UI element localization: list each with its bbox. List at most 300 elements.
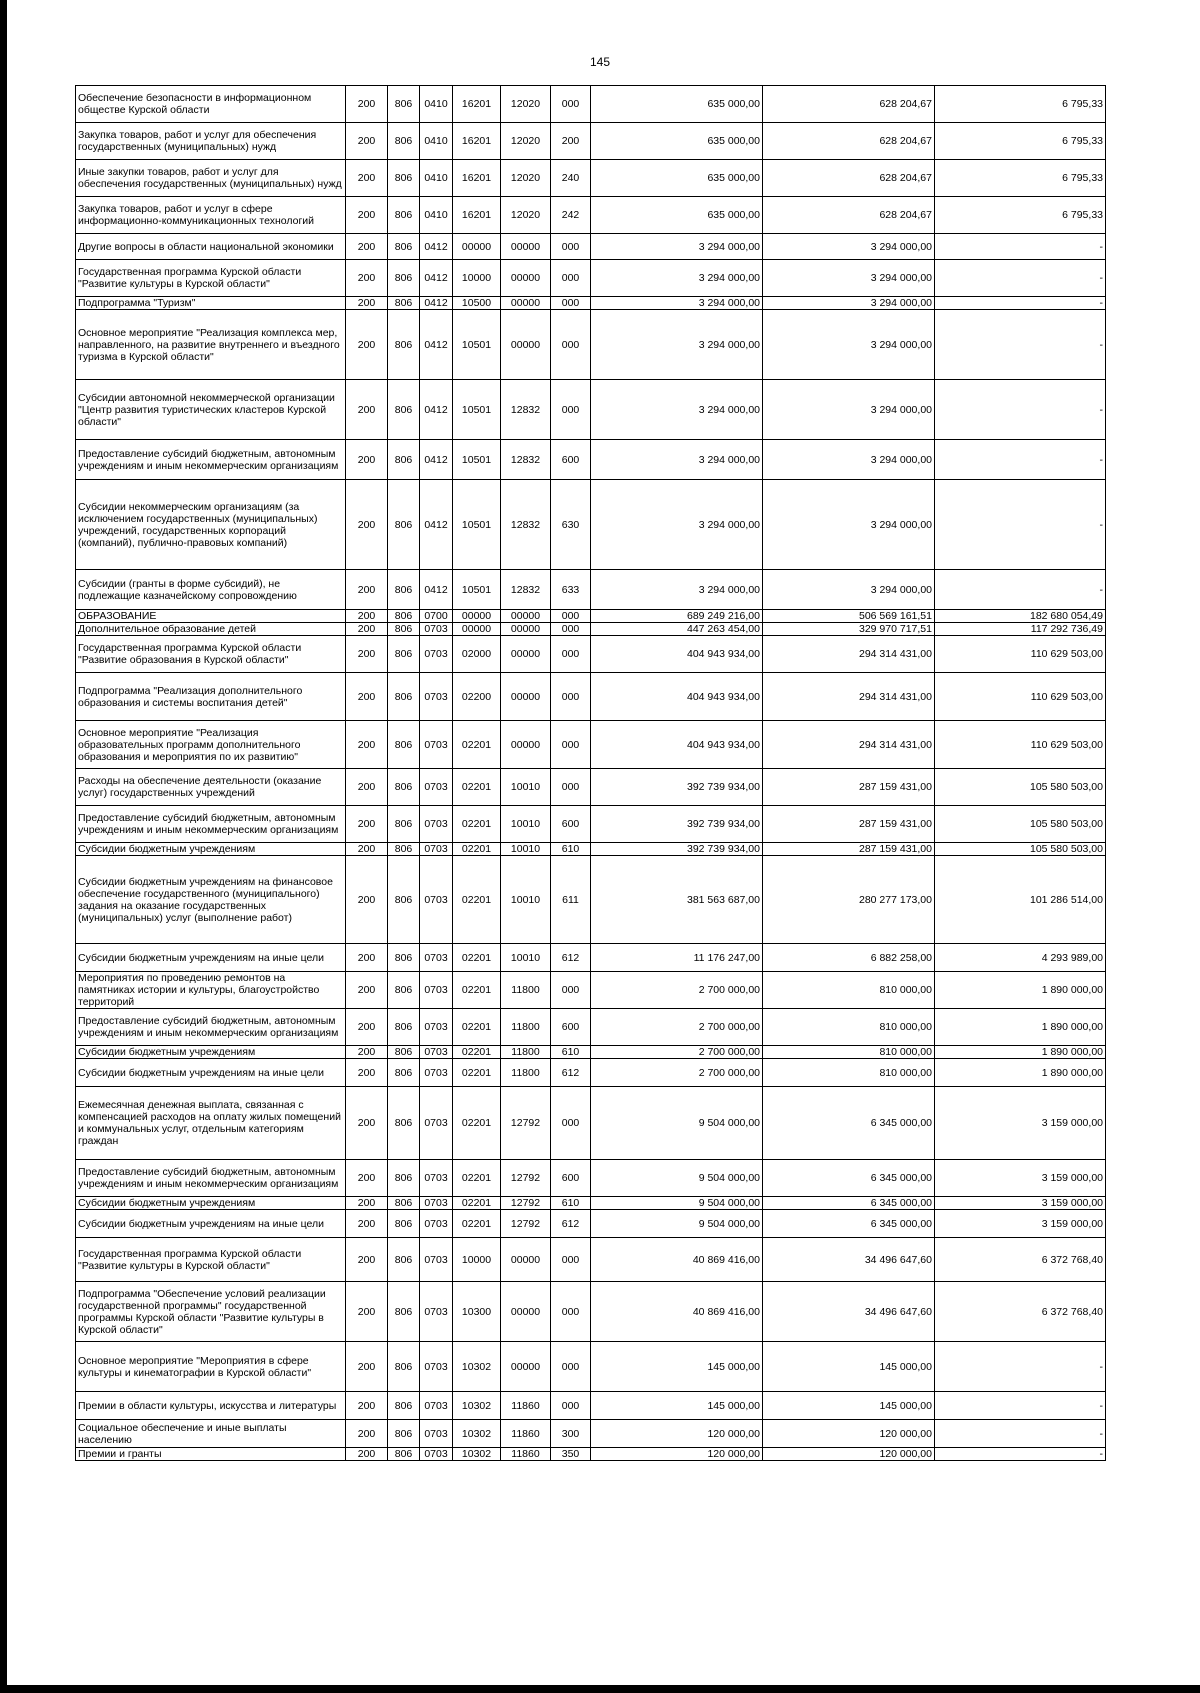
row-section-cell: 0703 (420, 1238, 453, 1282)
row-name-cell: Другие вопросы в области национальной экономики (76, 234, 346, 260)
row-code-cell: 200 (346, 1059, 388, 1087)
row-name-cell: Государственная программа Курской области "Развитие образования в Курской области" (76, 636, 346, 673)
row-program-cell: 02200 (453, 673, 501, 721)
table-row (76, 843, 1106, 856)
row-planned-cell: 145 000,00 (591, 1392, 763, 1420)
table-row (76, 972, 1106, 1009)
row-program-cell: 10501 (453, 570, 501, 610)
row-program-cell: 02201 (453, 721, 501, 769)
row-section-cell: 0703 (420, 1392, 453, 1420)
row-ministry-cell: 806 (388, 1342, 420, 1392)
row-section-cell: 0703 (420, 1210, 453, 1238)
row-ministry-cell: 806 (388, 260, 420, 297)
row-program-cell: 02201 (453, 1009, 501, 1046)
row-code-cell: 200 (346, 234, 388, 260)
row-planned-cell: 635 000,00 (591, 123, 763, 160)
row-code-cell: 200 (346, 380, 388, 440)
table-row (76, 1342, 1106, 1392)
row-planned-cell: 689 249 216,00 (591, 610, 763, 623)
row-expense-type-cell: 610 (551, 843, 591, 856)
row-name-cell: Закупка товаров, работ и услуг для обеспечения государственных (муниципальных) нужд (76, 123, 346, 160)
row-direction-cell: 11860 (501, 1392, 551, 1420)
row-remainder-cell: 110 629 503,00 (935, 636, 1106, 673)
row-executed-cell: 287 159 431,00 (763, 806, 935, 843)
row-section-cell: 0703 (420, 843, 453, 856)
table-row (76, 610, 1106, 623)
row-program-cell: 16201 (453, 160, 501, 197)
row-executed-cell: 3 294 000,00 (763, 297, 935, 310)
row-expense-type-cell: 000 (551, 310, 591, 380)
row-executed-cell: 3 294 000,00 (763, 310, 935, 380)
table-row (76, 1059, 1106, 1087)
row-ministry-cell: 806 (388, 769, 420, 806)
row-section-cell: 0703 (420, 769, 453, 806)
row-executed-cell: 6 882 258,00 (763, 944, 935, 972)
row-ministry-cell: 806 (388, 123, 420, 160)
row-ministry-cell: 806 (388, 972, 420, 1009)
row-executed-cell: 287 159 431,00 (763, 843, 935, 856)
row-executed-cell: 628 204,67 (763, 197, 935, 234)
row-ministry-cell: 806 (388, 1160, 420, 1197)
row-remainder-cell: - (935, 480, 1106, 570)
row-section-cell: 0703 (420, 1087, 453, 1160)
row-name-cell: Предоставление субсидий бюджетным, автономным учреждениям и иным некоммерческим организациям (76, 806, 346, 843)
row-executed-cell: 3 294 000,00 (763, 380, 935, 440)
row-remainder-cell: 117 292 736,49 (935, 623, 1106, 636)
row-direction-cell: 00000 (501, 1238, 551, 1282)
row-name-cell: Социальное обеспечение и иные выплаты населению (76, 1420, 346, 1448)
table-row (76, 234, 1106, 260)
row-code-cell: 200 (346, 1087, 388, 1160)
row-ministry-cell: 806 (388, 1210, 420, 1238)
table-row (76, 260, 1106, 297)
row-section-cell: 0412 (420, 440, 453, 480)
row-program-cell: 02000 (453, 636, 501, 673)
row-name-cell: Предоставление субсидий бюджетным, автономным учреждениям и иным некоммерческим организациям (76, 440, 346, 480)
row-remainder-cell: 105 580 503,00 (935, 769, 1106, 806)
row-section-cell: 0703 (420, 856, 453, 944)
row-section-cell: 0412 (420, 380, 453, 440)
row-section-cell: 0412 (420, 297, 453, 310)
row-code-cell: 200 (346, 1197, 388, 1210)
row-code-cell: 200 (346, 610, 388, 623)
row-remainder-cell: 6 372 768,40 (935, 1282, 1106, 1342)
row-expense-type-cell: 600 (551, 1160, 591, 1197)
row-remainder-cell: - (935, 1342, 1106, 1392)
row-remainder-cell: 3 159 000,00 (935, 1160, 1106, 1197)
row-executed-cell: 145 000,00 (763, 1342, 935, 1392)
row-direction-cell: 00000 (501, 673, 551, 721)
row-section-cell: 0410 (420, 123, 453, 160)
row-ministry-cell: 806 (388, 636, 420, 673)
row-executed-cell: 287 159 431,00 (763, 769, 935, 806)
row-remainder-cell: - (935, 1392, 1106, 1420)
row-executed-cell: 294 314 431,00 (763, 636, 935, 673)
row-program-cell: 02201 (453, 1087, 501, 1160)
row-code-cell: 200 (346, 1009, 388, 1046)
row-expense-type-cell: 000 (551, 623, 591, 636)
row-ministry-cell: 806 (388, 610, 420, 623)
row-executed-cell: 294 314 431,00 (763, 673, 935, 721)
row-ministry-cell: 806 (388, 1046, 420, 1059)
table-row (76, 623, 1106, 636)
row-expense-type-cell: 000 (551, 297, 591, 310)
row-planned-cell: 11 176 247,00 (591, 944, 763, 972)
row-code-cell: 200 (346, 1160, 388, 1197)
row-planned-cell: 3 294 000,00 (591, 297, 763, 310)
row-program-cell: 02201 (453, 1160, 501, 1197)
row-ministry-cell: 806 (388, 721, 420, 769)
row-direction-cell: 00000 (501, 1342, 551, 1392)
row-program-cell: 16201 (453, 86, 501, 123)
row-remainder-cell: 6 372 768,40 (935, 1238, 1106, 1282)
row-program-cell: 02201 (453, 843, 501, 856)
row-executed-cell: 329 970 717,51 (763, 623, 935, 636)
row-section-cell: 0410 (420, 86, 453, 123)
row-executed-cell: 3 294 000,00 (763, 480, 935, 570)
row-section-cell: 0412 (420, 570, 453, 610)
table-row (76, 197, 1106, 234)
row-direction-cell: 12020 (501, 160, 551, 197)
row-program-cell: 10000 (453, 260, 501, 297)
row-ministry-cell: 806 (388, 440, 420, 480)
row-direction-cell: 00000 (501, 721, 551, 769)
row-planned-cell: 635 000,00 (591, 197, 763, 234)
row-direction-cell: 12020 (501, 86, 551, 123)
row-remainder-cell: 101 286 514,00 (935, 856, 1106, 944)
row-planned-cell: 2 700 000,00 (591, 1009, 763, 1046)
row-expense-type-cell: 000 (551, 260, 591, 297)
row-remainder-cell: - (935, 1420, 1106, 1448)
row-remainder-cell: 105 580 503,00 (935, 806, 1106, 843)
row-expense-type-cell: 612 (551, 1059, 591, 1087)
row-section-cell: 0703 (420, 721, 453, 769)
row-ministry-cell: 806 (388, 480, 420, 570)
row-program-cell: 10302 (453, 1342, 501, 1392)
row-section-cell: 0703 (420, 944, 453, 972)
row-direction-cell: 11800 (501, 1059, 551, 1087)
row-direction-cell: 11800 (501, 972, 551, 1009)
row-expense-type-cell: 200 (551, 123, 591, 160)
row-expense-type-cell: 000 (551, 972, 591, 1009)
row-ministry-cell: 806 (388, 1059, 420, 1087)
row-remainder-cell: 1 890 000,00 (935, 1059, 1106, 1087)
row-executed-cell: 6 345 000,00 (763, 1087, 935, 1160)
row-code-cell: 200 (346, 570, 388, 610)
row-planned-cell: 120 000,00 (591, 1420, 763, 1448)
row-section-cell: 0703 (420, 1448, 453, 1461)
row-planned-cell: 635 000,00 (591, 86, 763, 123)
row-section-cell: 0703 (420, 1046, 453, 1059)
row-program-cell: 02201 (453, 856, 501, 944)
row-code-cell: 200 (346, 972, 388, 1009)
row-code-cell: 200 (346, 721, 388, 769)
row-ministry-cell: 806 (388, 1282, 420, 1342)
row-name-cell: Субсидии бюджетным учреждениям (76, 1046, 346, 1059)
row-name-cell: Субсидии бюджетным учреждениям на иные цели (76, 1059, 346, 1087)
row-executed-cell: 810 000,00 (763, 1046, 935, 1059)
row-ministry-cell: 806 (388, 380, 420, 440)
row-code-cell: 200 (346, 856, 388, 944)
row-direction-cell: 12792 (501, 1210, 551, 1238)
row-name-cell: Предоставление субсидий бюджетным, автономным учреждениям и иным некоммерческим организациям (76, 1160, 346, 1197)
row-direction-cell: 10010 (501, 806, 551, 843)
row-planned-cell: 3 294 000,00 (591, 570, 763, 610)
table-row (76, 86, 1106, 123)
row-program-cell: 02201 (453, 806, 501, 843)
row-code-cell: 200 (346, 197, 388, 234)
row-remainder-cell: 6 795,33 (935, 197, 1106, 234)
row-direction-cell: 12832 (501, 480, 551, 570)
row-code-cell: 200 (346, 1238, 388, 1282)
row-expense-type-cell: 612 (551, 1210, 591, 1238)
table-row (76, 1160, 1106, 1197)
row-expense-type-cell: 610 (551, 1197, 591, 1210)
row-expense-type-cell: 000 (551, 1282, 591, 1342)
row-direction-cell: 10010 (501, 769, 551, 806)
row-expense-type-cell: 612 (551, 944, 591, 972)
row-planned-cell: 404 943 934,00 (591, 721, 763, 769)
budget-table-body (76, 86, 1106, 1461)
row-name-cell: Субсидии бюджетным учреждениям на иные цели (76, 1210, 346, 1238)
row-code-cell: 200 (346, 1448, 388, 1461)
row-code-cell: 200 (346, 1210, 388, 1238)
row-section-cell: 0703 (420, 806, 453, 843)
row-executed-cell: 120 000,00 (763, 1448, 935, 1461)
row-code-cell: 200 (346, 806, 388, 843)
row-program-cell: 10501 (453, 380, 501, 440)
row-section-cell: 0412 (420, 310, 453, 380)
row-executed-cell: 294 314 431,00 (763, 721, 935, 769)
row-direction-cell: 12020 (501, 123, 551, 160)
table-row (76, 806, 1106, 843)
row-section-cell: 0703 (420, 1420, 453, 1448)
row-remainder-cell: - (935, 310, 1106, 380)
row-executed-cell: 810 000,00 (763, 1009, 935, 1046)
row-expense-type-cell: 350 (551, 1448, 591, 1461)
row-remainder-cell: 6 795,33 (935, 86, 1106, 123)
row-ministry-cell: 806 (388, 160, 420, 197)
row-executed-cell: 120 000,00 (763, 1420, 935, 1448)
row-name-cell: Иные закупки товаров, работ и услуг для обеспечения государственных (муниципальных) нужд (76, 160, 346, 197)
row-executed-cell: 810 000,00 (763, 1059, 935, 1087)
row-program-cell: 10500 (453, 297, 501, 310)
row-program-cell: 16201 (453, 197, 501, 234)
row-section-cell: 0412 (420, 234, 453, 260)
row-planned-cell: 9 504 000,00 (591, 1160, 763, 1197)
page-number: 145 (589, 55, 611, 69)
table-row (76, 1210, 1106, 1238)
row-code-cell: 200 (346, 260, 388, 297)
row-program-cell: 10302 (453, 1448, 501, 1461)
row-ministry-cell: 806 (388, 856, 420, 944)
row-name-cell: Субсидии бюджетным учреждениям на иные цели (76, 944, 346, 972)
row-code-cell: 200 (346, 769, 388, 806)
row-program-cell: 02201 (453, 1059, 501, 1087)
row-program-cell: 02201 (453, 1046, 501, 1059)
row-executed-cell: 280 277 173,00 (763, 856, 935, 944)
row-section-cell: 0703 (420, 1282, 453, 1342)
row-planned-cell: 392 739 934,00 (591, 806, 763, 843)
row-planned-cell: 40 869 416,00 (591, 1238, 763, 1282)
row-executed-cell: 34 496 647,60 (763, 1238, 935, 1282)
row-ministry-cell: 806 (388, 86, 420, 123)
row-executed-cell: 3 294 000,00 (763, 260, 935, 297)
row-name-cell: Расходы на обеспечение деятельности (оказание услуг) государственных учреждений (76, 769, 346, 806)
row-planned-cell: 2 700 000,00 (591, 1059, 763, 1087)
row-remainder-cell: - (935, 440, 1106, 480)
row-code-cell: 200 (346, 160, 388, 197)
row-executed-cell: 628 204,67 (763, 86, 935, 123)
row-planned-cell: 9 504 000,00 (591, 1210, 763, 1238)
row-planned-cell: 3 294 000,00 (591, 380, 763, 440)
row-ministry-cell: 806 (388, 310, 420, 380)
row-code-cell: 200 (346, 1392, 388, 1420)
table-row (76, 297, 1106, 310)
row-name-cell: Премии и гранты (76, 1448, 346, 1461)
row-code-cell: 200 (346, 480, 388, 570)
row-planned-cell: 3 294 000,00 (591, 310, 763, 380)
row-program-cell: 10501 (453, 440, 501, 480)
table-row (76, 1282, 1106, 1342)
row-name-cell: Предоставление субсидий бюджетным, автономным учреждениям и иным некоммерческим организациям (76, 1009, 346, 1046)
row-executed-cell: 628 204,67 (763, 123, 935, 160)
row-name-cell: Основное мероприятие "Реализация образовательных программ дополнительного образования и мероприятия по их развитию" (76, 721, 346, 769)
row-expense-type-cell: 000 (551, 380, 591, 440)
row-direction-cell: 00000 (501, 1282, 551, 1342)
row-remainder-cell: 110 629 503,00 (935, 721, 1106, 769)
row-direction-cell: 11800 (501, 1009, 551, 1046)
row-remainder-cell: 6 795,33 (935, 123, 1106, 160)
row-section-cell: 0703 (420, 673, 453, 721)
row-planned-cell: 2 700 000,00 (591, 1046, 763, 1059)
row-planned-cell: 3 294 000,00 (591, 480, 763, 570)
row-planned-cell: 404 943 934,00 (591, 636, 763, 673)
row-name-cell: ОБРАЗОВАНИЕ (76, 610, 346, 623)
row-direction-cell: 00000 (501, 310, 551, 380)
row-section-cell: 0412 (420, 260, 453, 297)
row-name-cell: Субсидии (гранты в форме субсидий), не подлежащие казначейскому сопровождению (76, 570, 346, 610)
row-code-cell: 200 (346, 297, 388, 310)
row-section-cell: 0410 (420, 160, 453, 197)
row-program-cell: 00000 (453, 610, 501, 623)
row-planned-cell: 381 563 687,00 (591, 856, 763, 944)
row-remainder-cell: 4 293 989,00 (935, 944, 1106, 972)
row-code-cell: 200 (346, 944, 388, 972)
row-ministry-cell: 806 (388, 197, 420, 234)
row-planned-cell: 3 294 000,00 (591, 234, 763, 260)
row-code-cell: 200 (346, 123, 388, 160)
row-expense-type-cell: 600 (551, 440, 591, 480)
row-executed-cell: 6 345 000,00 (763, 1210, 935, 1238)
row-section-cell: 0703 (420, 1197, 453, 1210)
row-ministry-cell: 806 (388, 1448, 420, 1461)
row-remainder-cell: 105 580 503,00 (935, 843, 1106, 856)
row-ministry-cell: 806 (388, 673, 420, 721)
row-remainder-cell: 6 795,33 (935, 160, 1106, 197)
row-name-cell: Подпрограмма "Обеспечение условий реализации государственной программы" государственной программы Курской области "Развитие культуры в Курской области" (76, 1282, 346, 1342)
row-section-cell: 0700 (420, 610, 453, 623)
table-row (76, 769, 1106, 806)
row-direction-cell: 12792 (501, 1160, 551, 1197)
row-code-cell: 200 (346, 636, 388, 673)
row-program-cell: 10501 (453, 310, 501, 380)
row-planned-cell: 9 504 000,00 (591, 1197, 763, 1210)
table-row (76, 1087, 1106, 1160)
row-name-cell: Мероприятия по проведению ремонтов на памятниках истории и культуры, благоустройство территорий (76, 972, 346, 1009)
table-row (76, 721, 1106, 769)
row-expense-type-cell: 000 (551, 1238, 591, 1282)
row-code-cell: 200 (346, 440, 388, 480)
row-ministry-cell: 806 (388, 1087, 420, 1160)
row-program-cell: 16201 (453, 123, 501, 160)
row-code-cell: 200 (346, 843, 388, 856)
row-section-cell: 0703 (420, 623, 453, 636)
row-planned-cell: 392 739 934,00 (591, 843, 763, 856)
row-planned-cell: 404 943 934,00 (591, 673, 763, 721)
row-code-cell: 200 (346, 310, 388, 380)
row-expense-type-cell: 000 (551, 1087, 591, 1160)
row-planned-cell: 145 000,00 (591, 1342, 763, 1392)
row-remainder-cell: - (935, 234, 1106, 260)
table-row (76, 1046, 1106, 1059)
row-ministry-cell: 806 (388, 570, 420, 610)
row-direction-cell: 11800 (501, 1046, 551, 1059)
row-name-cell: Государственная программа Курской области "Развитие культуры в Курской области" (76, 260, 346, 297)
row-executed-cell: 6 345 000,00 (763, 1160, 935, 1197)
row-program-cell: 02201 (453, 972, 501, 1009)
row-expense-type-cell: 300 (551, 1420, 591, 1448)
row-direction-cell: 11860 (501, 1448, 551, 1461)
row-direction-cell: 11860 (501, 1420, 551, 1448)
row-expense-type-cell: 000 (551, 673, 591, 721)
table-row (76, 1009, 1106, 1046)
row-remainder-cell: 3 159 000,00 (935, 1087, 1106, 1160)
row-name-cell: Основное мероприятие "Мероприятия в сфере культуры и кинематографии в Курской области" (76, 1342, 346, 1392)
table-row (76, 440, 1106, 480)
table-row (76, 1197, 1106, 1210)
row-section-cell: 0703 (420, 636, 453, 673)
row-remainder-cell: - (935, 260, 1106, 297)
row-direction-cell: 10010 (501, 856, 551, 944)
row-name-cell: Ежемесячная денежная выплата, связанная с компенсацией расходов на оплату жилых помещений и коммунальных услуг, отдельным категориям граждан (76, 1087, 346, 1160)
row-name-cell: Субсидии автономной некоммерческой организации "Центр развития туристических кластеров Курской области" (76, 380, 346, 440)
row-direction-cell: 12020 (501, 197, 551, 234)
table-row (76, 480, 1106, 570)
row-section-cell: 0703 (420, 1342, 453, 1392)
row-program-cell: 02201 (453, 1210, 501, 1238)
row-remainder-cell: - (935, 297, 1106, 310)
row-executed-cell: 145 000,00 (763, 1392, 935, 1420)
scan-edge-left (0, 0, 7, 1693)
row-program-cell: 10000 (453, 1238, 501, 1282)
row-executed-cell: 628 204,67 (763, 160, 935, 197)
budget-table (75, 85, 1106, 1461)
row-direction-cell: 12792 (501, 1197, 551, 1210)
row-section-cell: 0703 (420, 972, 453, 1009)
row-section-cell: 0703 (420, 1160, 453, 1197)
row-remainder-cell: 182 680 054,49 (935, 610, 1106, 623)
row-ministry-cell: 806 (388, 806, 420, 843)
row-planned-cell: 2 700 000,00 (591, 972, 763, 1009)
row-expense-type-cell: 611 (551, 856, 591, 944)
table-row (76, 856, 1106, 944)
row-name-cell: Основное мероприятие "Реализация комплекса мер, направленного, на развитие внутреннего и въездного туризма в Курской области" (76, 310, 346, 380)
row-program-cell: 02201 (453, 769, 501, 806)
row-name-cell: Премии в области культуры, искусства и литературы (76, 1392, 346, 1420)
row-expense-type-cell: 600 (551, 1009, 591, 1046)
row-name-cell: Дополнительное образование детей (76, 623, 346, 636)
